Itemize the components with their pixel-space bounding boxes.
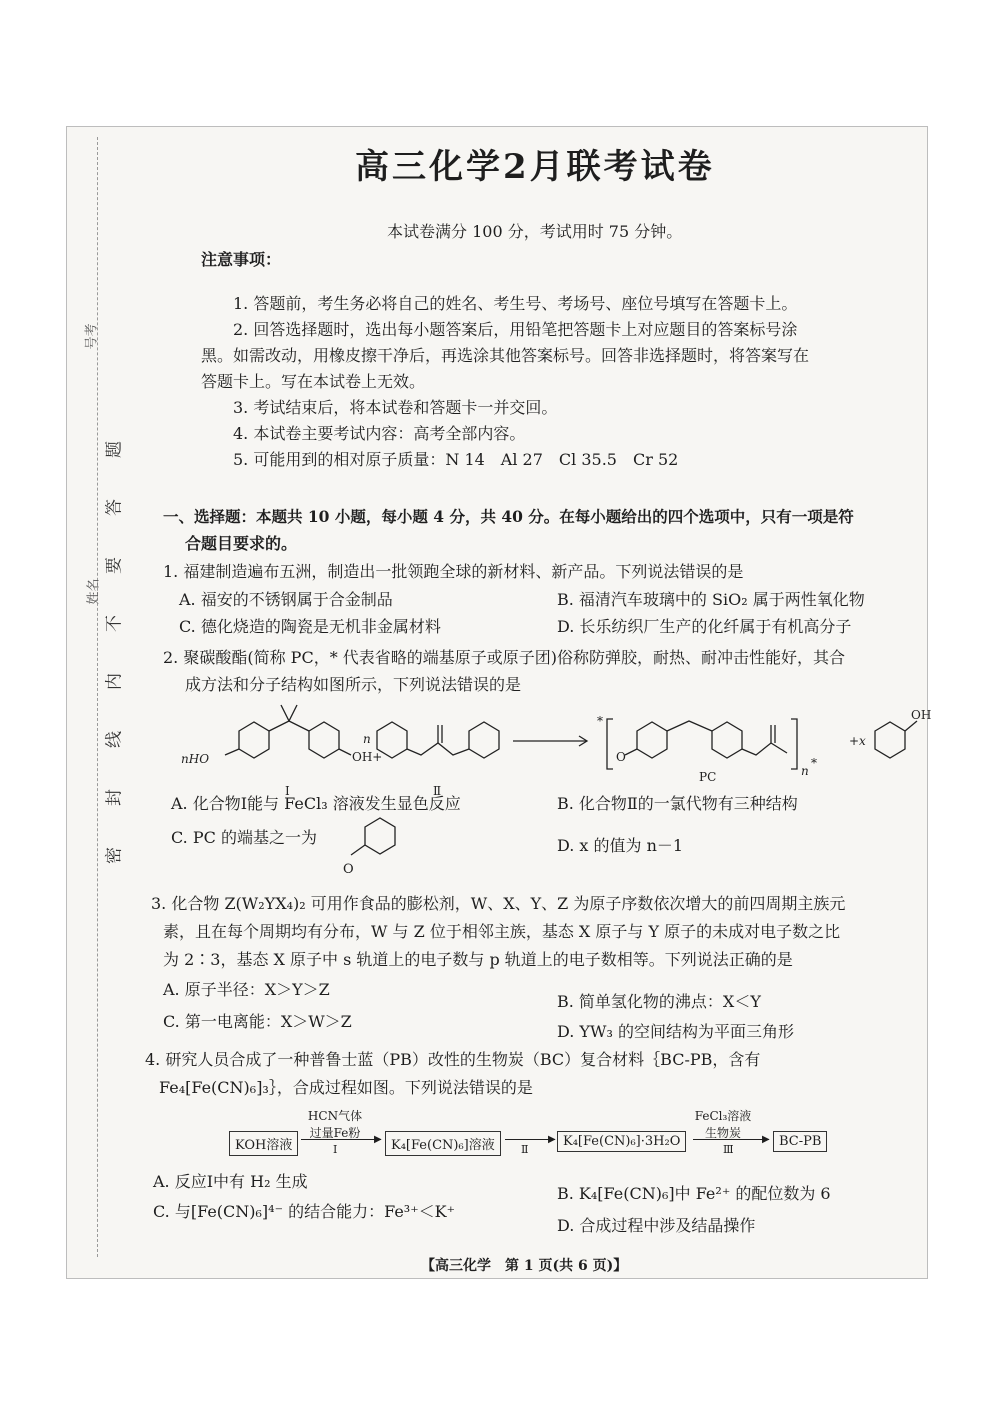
q1-option-a: A. 福安的不锈钢属于合金制品	[179, 590, 393, 609]
notice-item: 黑。如需改动，用橡皮擦干净后，再选涂其他答案标号。回答非选择题时，将答案写在	[201, 346, 810, 365]
diagram-label: n	[801, 764, 809, 778]
arrow-head-icon: ▶	[548, 1134, 556, 1145]
flow-arrow	[301, 1139, 381, 1140]
arrow-head-icon: ▶	[762, 1134, 770, 1145]
flow-reagent-label	[683, 1107, 763, 1141]
notice-item: 3. 考试结束后，将本试卷和答题卡一并交回。	[233, 398, 558, 417]
diagram-label: *	[811, 756, 817, 770]
page-footer: 【高三化学 第 1 页(共 6 页)】	[421, 1258, 628, 1274]
diagram-label: O	[616, 750, 626, 764]
diagram-label: +x	[849, 734, 866, 748]
q1-option-d: D. 长乐纺织厂生产的化纤属于有机高分子	[557, 617, 852, 636]
q4-option-d: D. 合成过程中涉及结晶操作	[557, 1216, 756, 1235]
flow-box-bc-pb: BC-PB	[773, 1131, 827, 1152]
benzene-ring	[365, 818, 395, 854]
q4-stem: 4. 研究人员合成了一种普鲁士蓝（PB）改性的生物炭（BC）复合材料｛BC-PB，含有	[145, 1050, 761, 1069]
q2-stem: 成方法和分子结构如图所示，下列说法错误的是	[185, 675, 522, 694]
flow-box-koh: KOH溶液	[229, 1131, 298, 1156]
q1-option-c: C. 德化烧造的陶瓷是无机非金属材料	[179, 617, 441, 636]
q3-option-b: B. 简单氢化物的沸点：X＜Y	[557, 992, 761, 1011]
diagram-label: Ⅰ	[285, 784, 290, 798]
flow-reagent-fecl3: FeCl₃溶液	[694, 1109, 752, 1123]
diagram-label: n	[363, 732, 371, 746]
section-heading: 一、选择题：本题共 10 小题，每小题 4 分，共 40 分。在每小题给出的四个选项中，只有一项是符	[163, 507, 854, 526]
flow-step-label: Ⅰ	[333, 1143, 338, 1156]
benzene-ring	[239, 722, 269, 758]
flow-reagent-hcn: HCN气体	[307, 1109, 363, 1123]
q2-stem: 2. 聚碳酸酯(简称 PC，* 代表省略的端基原子或原子团)俗称防弹胶，耐热、耐冲击性能好，其合	[163, 648, 846, 667]
diagram-label: O	[343, 862, 354, 877]
q4-option-c: C. 与[Fe(CN)₆]⁴⁻ 的结合能力：Fe³⁺＜K⁺	[153, 1202, 456, 1221]
exam-subtitle: 本试卷满分 100 分，考试用时 75 分钟。	[387, 222, 683, 241]
flow-box-k4fecn6-solution: K₄[Fe(CN)₆]溶液	[385, 1131, 501, 1156]
q3-option-a: A. 原子半径：X＞Y＞Z	[163, 980, 330, 999]
arrow-head-icon: ▶	[374, 1134, 382, 1145]
q2-option-c: C. PC 的端基之一为	[171, 828, 317, 847]
exam-number-label: 号考	[84, 323, 100, 350]
seal-char: 密	[104, 847, 125, 864]
q4-option-a: A. 反应Ⅰ中有 H₂ 生成	[153, 1172, 308, 1191]
benzene-ring	[712, 722, 742, 758]
q1-stem: 1. 福建制造遍布五洲，制造出一批领跑全球的新材料、新产品。下列说法错误的是	[163, 562, 744, 581]
exam-sheet	[66, 126, 932, 1279]
flow-box-k4fecn6-hydrate: K₄[Fe(CN)₆]·3H₂O	[557, 1131, 686, 1152]
q2-option-d: D. x 的值为 n－1	[557, 836, 684, 855]
exam-title: 高三化学2月联考试卷	[355, 147, 715, 187]
seal-char: 不	[104, 615, 125, 632]
seal-char: 答	[104, 499, 125, 516]
flow-reagent-label	[297, 1107, 373, 1141]
q3-option-d: D. YW₃ 的空间结构为平面三角形	[557, 1022, 794, 1041]
diagram-label: nHO	[181, 752, 210, 766]
q3-stem: 3. 化合物 Z(W₂YX₄)₂ 可用作食品的膨松剂，W、X、Y、Z 为原子序数依次增大的前四周期主族元	[151, 894, 846, 913]
seal-char: 要	[104, 557, 125, 574]
diagram-label: *	[597, 714, 603, 728]
seal-char: 内	[104, 673, 125, 690]
seal-char: 线	[104, 731, 125, 748]
flow-reagent-fe: 过量Fe粉	[309, 1126, 361, 1140]
diagram-label: Ⅱ	[433, 784, 442, 798]
name-label: 姓名	[86, 578, 102, 605]
notice-title: 注意事项：	[201, 250, 282, 269]
benzene-ring	[309, 722, 339, 758]
q4-option-b: B. K₄[Fe(CN)₆]中 Fe²⁺ 的配位数为 6	[557, 1184, 831, 1203]
notice-item: 5. 可能用到的相对原子质量：N 14 Al 27 Cl 35.5 Cr 52	[233, 450, 679, 469]
polycarbonate-synthesis-diagram	[167, 697, 932, 798]
notice-item: 答题卡上。写在本试卷上无效。	[201, 372, 426, 391]
section-heading: 合题目要求的。	[185, 534, 298, 553]
flow-arrow	[693, 1139, 769, 1140]
notice-item: 1. 答题前，考生务必将自己的姓名、考生号、考场号、座位号填写在答题卡上。	[233, 294, 798, 313]
q2-option-a: A. 化合物Ⅰ能与 FeCl₃ 溶液发生显色反应	[171, 794, 461, 813]
diagram-label: OH+	[352, 750, 383, 764]
benzene-ring	[469, 722, 499, 758]
q3-stem: 为 2∶3，基态 X 原子中 s 轨道上的电子数与 p 轨道上的电子数相等。下列说法正确的是	[163, 950, 793, 969]
diagram-label: PC	[699, 770, 717, 784]
notice-item: 4. 本试卷主要考试内容：高考全部内容。	[233, 424, 526, 443]
q4-stem: Fe₄[Fe(CN)₆]₃｝，合成过程如图。下列说法错误的是	[159, 1078, 533, 1097]
q2-option-b: B. 化合物Ⅱ的一氯代物有三种结构	[557, 794, 798, 813]
flow-step-label: Ⅲ	[723, 1143, 734, 1156]
q3-option-c: C. 第一电离能：X＞W＞Z	[163, 1012, 352, 1031]
seal-char: 封	[104, 789, 125, 806]
q1-option-b: B. 福清汽车玻璃中的 SiO₂ 属于两性氧化物	[557, 590, 865, 609]
flow-reagent-biochar: 生物炭	[704, 1126, 741, 1140]
flow-step-label: Ⅱ	[521, 1143, 529, 1156]
diagram-label: OH	[911, 708, 932, 722]
phenoxy-group-structure	[335, 813, 415, 879]
benzene-ring	[875, 722, 905, 758]
binding-line	[97, 137, 98, 1257]
benzene-ring	[637, 722, 667, 758]
notice-item: 2. 回答选择题时，选出每小题答案后，用铅笔把答题卡上对应题目的答案标号涂	[233, 320, 798, 339]
seal-char: 题	[104, 441, 125, 458]
q3-stem: 素，且在每个周期均有分布，W 与 Z 位于相邻主族，基态 X 原子与 Y 原子的未成对电子数之比	[163, 922, 841, 941]
